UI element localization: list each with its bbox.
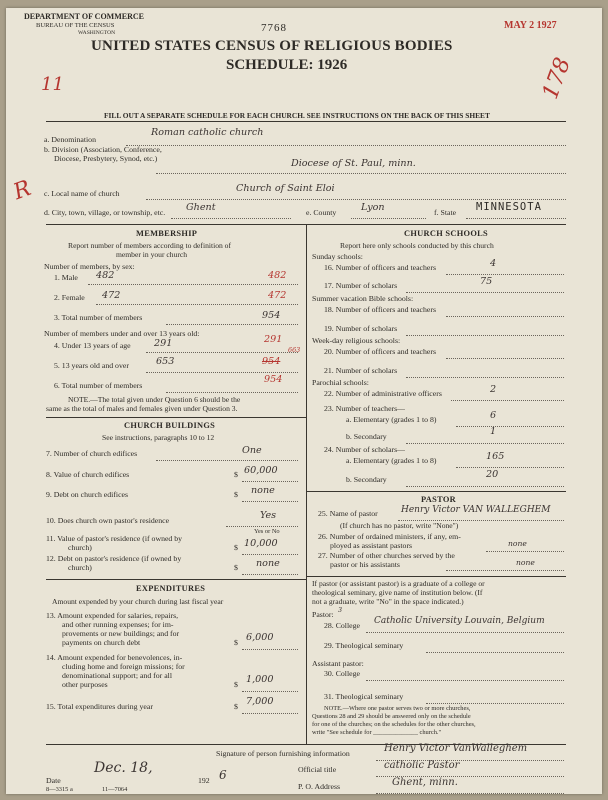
edifices-value: One bbox=[242, 445, 262, 456]
pastor-note: NOTE.—Where one pastor serves two or more churches, bbox=[324, 705, 471, 712]
edifices-debt-label: 9. Debt on church edifices bbox=[46, 490, 129, 499]
total-expenditures-amount: 7,000 bbox=[246, 696, 274, 707]
over-13-total: 954 bbox=[262, 356, 281, 367]
scholars-label: 24. Number of scholars— bbox=[324, 445, 405, 454]
other-churches-label-2: pastor or his assistants bbox=[330, 560, 400, 569]
edifices-value-label: 8. Value of church edifices bbox=[46, 470, 130, 479]
date-value: Dec. 18, bbox=[94, 760, 153, 776]
dollar-sign: $ bbox=[234, 490, 238, 499]
division-label: b. Division (Association, Conference, bbox=[44, 145, 162, 154]
female-total: 472 bbox=[268, 290, 287, 301]
dollar-sign: $ bbox=[234, 470, 238, 479]
bureau-label: BUREAU OF THE CENSUS bbox=[36, 22, 115, 29]
annotation-r: R bbox=[10, 175, 35, 206]
edifices-debt-value: none bbox=[251, 485, 275, 496]
vacation-officers-label: 18. Number of officers and teachers bbox=[324, 305, 437, 314]
admin-officers-value: 2 bbox=[490, 384, 497, 395]
department-label: DEPARTMENT OF COMMERCE bbox=[24, 12, 145, 21]
yes-no-caption: Yes or No bbox=[254, 528, 280, 535]
city-value: Ghent bbox=[186, 202, 216, 213]
male-total: 482 bbox=[268, 270, 287, 281]
membership-note: NOTE.—The total given under Question 6 should be the bbox=[68, 395, 241, 404]
pastor-name-value: Henry Victor VAN WALLEGHEM bbox=[401, 505, 551, 515]
state-value: MINNESOTA bbox=[476, 201, 542, 213]
annotation-11: 11 bbox=[41, 74, 64, 95]
teachers-label: 23. Number of teachers— bbox=[324, 404, 405, 413]
salaries-label-4: payments on church debt bbox=[62, 638, 141, 647]
female-label: 2. Female bbox=[54, 293, 85, 302]
teachers-secondary-value: 1 bbox=[490, 426, 497, 437]
assistant-seminary-label: 31. Theological seminary bbox=[324, 692, 404, 701]
dollar-sign: $ bbox=[234, 638, 238, 647]
form-schedule: SCHEDULE: 1926 bbox=[226, 57, 348, 73]
pastor-subhead: Pastor: bbox=[312, 610, 334, 619]
scholars-secondary-value: 20 bbox=[486, 469, 499, 480]
male-label: 1. Male bbox=[54, 273, 78, 282]
county-value: Lyon bbox=[361, 202, 385, 213]
scholars-elementary-label: a. Elementary (grades 1 to 8) bbox=[346, 456, 437, 465]
assistant-college-label: 30. College bbox=[324, 669, 360, 678]
parochial-schools-label: Parochial schools: bbox=[312, 378, 369, 387]
residence-debt-value: none bbox=[256, 558, 280, 569]
sunday-officers-label: 16. Number of officers and teachers bbox=[324, 263, 437, 272]
pastor-residence-value: Yes bbox=[260, 510, 277, 521]
annotation-178: 178 bbox=[538, 54, 576, 103]
form-title: UNITED STATES CENSUS OF RELIGIOUS BODIES bbox=[91, 38, 453, 54]
college-note: If pastor (or assistant pastor) is a graduate of a college or bbox=[312, 579, 485, 588]
membership-intro: Report number of members according to definition of bbox=[68, 241, 232, 250]
weekday-scholars-label: 21. Number of scholars bbox=[324, 366, 398, 375]
benevolences-label-4: other purposes bbox=[62, 680, 108, 689]
members-by-sex-label: Number of members, by sex: bbox=[44, 262, 135, 271]
over-13-label: 5. 13 years old and over bbox=[54, 361, 129, 370]
sunday-officers-value: 4 bbox=[490, 258, 497, 269]
total-members-label: 3. Total number of members bbox=[54, 313, 143, 322]
under-13-entry: 291 bbox=[154, 338, 173, 349]
total-expenditures-label: 15. Total expenditures during year bbox=[46, 702, 153, 711]
edifices-label: 7. Number of church edifices bbox=[46, 449, 138, 458]
salaries-amount: 6,000 bbox=[246, 632, 274, 643]
college-note-3: not a graduate, write "No" in the space indicated.) bbox=[312, 597, 464, 606]
buildings-instructions: See instructions, paragraphs 10 to 12 bbox=[102, 433, 215, 442]
pastor-residence-label: 10. Does church own pastor's residence bbox=[46, 516, 170, 525]
census-form bbox=[6, 8, 602, 794]
print-code: 11—7064 bbox=[102, 786, 128, 793]
residence-value-label-2: church) bbox=[68, 543, 92, 552]
weekday-officers-label: 20. Number of officers and teachers bbox=[324, 347, 437, 356]
teachers-elementary-value: 6 bbox=[490, 410, 497, 421]
denomination-value: Roman catholic church bbox=[151, 127, 264, 138]
ordained-label-2: ployed as assistant pastors bbox=[330, 541, 413, 550]
po-address-value: Ghent, minn. bbox=[392, 777, 458, 788]
under-13-correction: 663 bbox=[288, 346, 301, 354]
salaries-label-3: provements or new buildings; and for bbox=[62, 629, 180, 638]
county-label: e. County bbox=[306, 208, 337, 217]
pastor-note-4: write "See schedule for ______________ church." bbox=[312, 729, 442, 736]
benevolences-label-3: denominational support; and for all bbox=[62, 671, 172, 680]
city-label: d. City, town, village, or township, etc. bbox=[44, 208, 166, 217]
under-13-label: 4. Under 13 years of age bbox=[54, 341, 131, 350]
total-members-6-value: 954 bbox=[264, 374, 283, 385]
total-members-value: 954 bbox=[262, 310, 281, 321]
ordained-label: 26. Number of ordained ministers, if any, em- bbox=[318, 532, 461, 541]
dollar-sign: $ bbox=[234, 680, 238, 689]
benevolences-amount: 1,000 bbox=[246, 674, 274, 685]
other-churches-value: none bbox=[516, 558, 535, 567]
benevolences-label: 14. Amount expended for benevolences, in- bbox=[46, 653, 183, 662]
benevolences-label-2: cluding home and foreign missions; for bbox=[62, 662, 185, 671]
membership-note-2: same as the total of males and females given under Question 3. bbox=[46, 404, 238, 413]
under-13-total: 291 bbox=[264, 334, 283, 345]
college-note-2: theological seminary, give name of institution below. (If bbox=[312, 588, 483, 597]
sunday-schools-label: Sunday schools: bbox=[312, 252, 363, 261]
vacation-schools-label: Summer vacation Bible schools: bbox=[312, 294, 414, 303]
membership-heading: MEMBERSHIP bbox=[136, 229, 198, 238]
teachers-elementary-label: a. Elementary (grades 1 to 8) bbox=[346, 415, 437, 424]
salaries-label: 13. Amount expended for salaries, repairs, bbox=[46, 611, 179, 620]
division-value: Diocese of St. Paul, minn. bbox=[291, 158, 416, 169]
seminary-label: 29. Theological seminary bbox=[324, 641, 404, 650]
pastor-note-2: Questions 28 and 29 should be answered only on the schedule bbox=[312, 713, 471, 720]
salaries-label-2: and other running expenses; for im- bbox=[62, 620, 174, 629]
female-entry: 472 bbox=[102, 290, 121, 301]
scholars-elementary-value: 165 bbox=[486, 451, 505, 462]
received-date-stamp: MAY 2 1927 bbox=[504, 20, 557, 31]
residence-debt-label-2: church) bbox=[68, 563, 92, 572]
pastor-name-label: 25. Name of pastor bbox=[318, 509, 378, 518]
residence-value-amount: 10,000 bbox=[244, 538, 278, 549]
residence-value-label: 11. Value of pastor's residence (if owned by bbox=[46, 534, 183, 543]
year-label: 192 bbox=[198, 776, 210, 785]
date-label: Date bbox=[46, 776, 61, 785]
assistant-pastor-label: Assistant pastor: bbox=[312, 659, 364, 668]
signature-label: Signature of person furnishing information bbox=[216, 749, 350, 758]
serial-number: 7768 bbox=[261, 22, 287, 34]
over-13-entry: 653 bbox=[156, 356, 175, 367]
membership-intro-2: member in your church bbox=[116, 250, 188, 259]
edifices-value-amount: 60,000 bbox=[244, 465, 278, 476]
ordained-value: none bbox=[508, 539, 527, 548]
sunday-scholars-label: 17. Number of scholars bbox=[324, 281, 398, 290]
sunday-scholars-value: 75 bbox=[480, 276, 493, 287]
pastor-heading: PASTOR bbox=[421, 495, 456, 504]
division-label-2: Diocese, Presbytery, Synod, etc.) bbox=[54, 154, 158, 163]
buildings-heading: CHURCH BUILDINGS bbox=[124, 421, 216, 430]
signature-value: Henry Victor VanWalleghem bbox=[384, 743, 528, 754]
official-title-value: catholic Pastor bbox=[384, 760, 460, 771]
dollar-sign: $ bbox=[234, 702, 238, 711]
local-name-value: Church of Saint Eloi bbox=[236, 183, 335, 194]
form-number: 8—3315 a bbox=[46, 786, 73, 793]
po-address-label: P. O. Address bbox=[298, 782, 341, 791]
state-label: f. State bbox=[434, 208, 457, 217]
pastor-note-3: for one of the churches; on the schedules for the other churches, bbox=[312, 721, 476, 728]
expenditures-heading: EXPENDITURES bbox=[136, 584, 206, 593]
pastor-subhead-mark: 3 bbox=[338, 606, 343, 614]
total-members-label-6: 6. Total number of members bbox=[54, 381, 143, 390]
year-digit: 6 bbox=[219, 768, 227, 782]
weekday-schools-label: Week-day religious schools: bbox=[312, 336, 401, 345]
other-churches-label: 27. Number of other churches served by the bbox=[318, 551, 455, 560]
teachers-secondary-label: b. Secondary bbox=[346, 432, 387, 441]
pastor-name-note: (If church has no pastor, write "None") bbox=[340, 521, 459, 530]
vacation-scholars-label: 19. Number of scholars bbox=[324, 324, 398, 333]
dollar-sign: $ bbox=[234, 563, 238, 572]
admin-officers-label: 22. Number of administrative officers bbox=[324, 389, 442, 398]
local-name-label: c. Local name of church bbox=[44, 189, 120, 198]
official-title-label: Official title bbox=[298, 765, 337, 774]
schools-heading: CHURCH SCHOOLS bbox=[404, 229, 489, 238]
college-value: Catholic University Louvain, Belgium bbox=[374, 616, 545, 626]
expenditures-intro: Amount expended by your church during last fiscal year bbox=[52, 597, 224, 606]
scholars-secondary-label: b. Secondary bbox=[346, 475, 387, 484]
denomination-label: a. Denomination bbox=[44, 135, 96, 144]
schools-intro: Report here only schools conducted by this church bbox=[340, 241, 494, 250]
residence-debt-label: 12. Debt on pastor's residence (if owned by bbox=[46, 554, 182, 563]
male-entry: 482 bbox=[96, 270, 115, 281]
instructions-line: FILL OUT A SEPARATE SCHEDULE FOR EACH CHURCH. SEE INSTRUCTIONS ON THE BACK OF THIS SHEET bbox=[104, 111, 490, 120]
location-label: WASHINGTON bbox=[78, 30, 116, 36]
college-label: 28. College bbox=[324, 621, 360, 630]
dollar-sign: $ bbox=[234, 543, 238, 552]
age-group-label: Number of members under and over 13 years old: bbox=[44, 329, 200, 338]
